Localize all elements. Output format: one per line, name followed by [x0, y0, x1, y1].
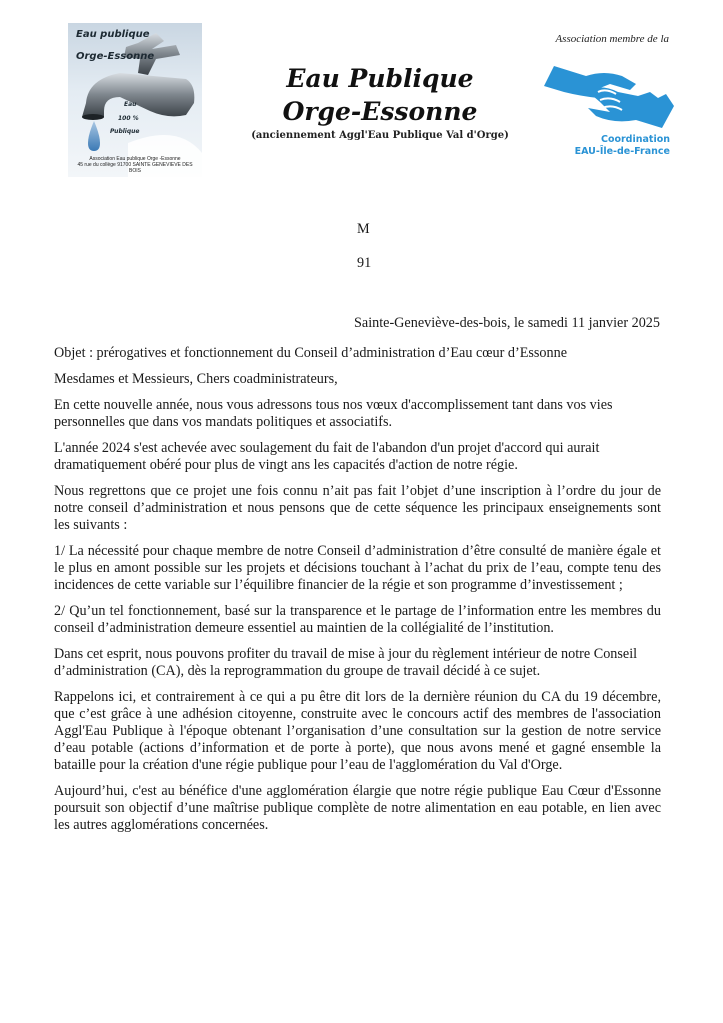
paragraph: 2/ Qu’un tel fonctionnement, basé sur la transparence et le partage de l’information entre les membres du conseil d’administration demeure essentiel au maintien de la collégialité de l’institution.	[54, 603, 661, 636]
recipient-name: M	[357, 221, 370, 237]
member-note: Association membre de la	[555, 33, 669, 45]
salutation: Mesdames et Messieurs, Chers coadministrateurs,	[54, 371, 338, 387]
paragraph: L'année 2024 s'est achevée avec soulagement du fait de l'abandon d'un projet d'accord qui aurait dramatiquement obéré pour plus de vingt ans les capacités d'action de notre régie.	[54, 440, 600, 473]
title-line-2: Orge-Essonne	[282, 97, 478, 126]
title-line-1: Eau Publique	[286, 64, 474, 93]
logo-tap-text-2: 100 %	[118, 115, 139, 122]
association-logo	[68, 23, 202, 177]
letter-body	[54, 345, 661, 843]
coordination-line-1: Coordination	[600, 134, 670, 145]
paragraph: Nous regrettons que ce projet une fois connu n’ait pas fait l’objet d’une inscription à l’ordre du jour de notre conseil d’administration et nous pensons que de cette séquence les principaux enseignements sont les suivants :	[54, 483, 661, 533]
date-line: Sainte-Geneviève-des-bois, le samedi 11 janvier 2025	[354, 315, 660, 331]
coordination-line-2: EAU-Île-de-France	[574, 146, 670, 157]
logo-association-line: Association Eau publique Orge -Essonne	[89, 156, 181, 162]
letterhead-title	[250, 62, 510, 141]
title-subtitle: (anciennement Aggl'Eau Publique Val d'Orge)	[251, 130, 509, 141]
paragraph: En cette nouvelle année, nous vous adressons tous nos vœux d'accomplissement tant dans vos vies personnelles que dans vos mandats politiques et associatifs.	[54, 397, 613, 430]
logo-line-2: Orge-Essonne	[76, 51, 155, 62]
handshake-hands-icon	[540, 62, 680, 134]
recipient-postcode: 91	[357, 255, 372, 271]
subject-line: Objet : prérogatives et fonctionnement du Conseil d’administration d’Eau cœur d’Essonne	[54, 345, 567, 361]
paragraph: Rappelons ici, et contrairement à ce qui a pu être dit lors de la dernière réunion du CA du 19 décembre, que c’est grâce à une adhésion citoyenne, construite avec le concours actif des membres de l'association Aggl'Eau Publique à l'époque obtenant l’organisation d’une consultation sur la gestion de notre service d’eau potable (actions d’information et de porte à porte), que nous avons mené et gagné ensemble la bataille pour la création d'une régie publique pour l’eau de l'agglomération du Val d'Orge.	[54, 689, 661, 773]
water-tap-icon	[68, 23, 202, 177]
paragraph: Aujourd’hui, c'est au bénéfice d'une agglomération élargie que notre régie publique Eau Cœur d'Essonne poursuit son objectif d’une maîtrise publique complète de notre alimentation en eau potable, en lien avec les autres agglomérations concernées.	[54, 783, 661, 833]
paragraph: 1/ La nécessité pour chaque membre de notre Conseil d’administration d’être consulté de manière égale et le plus en amont possible sur les projets et décisions touchant à l’achat du prix de l’eau, compte tenu des incidences de cette variable sur l’équilibre financier de la régie et son programme d’investissement ;	[54, 543, 661, 593]
logo-tap-text-1: Eau	[124, 101, 137, 108]
coordination-logo	[540, 62, 680, 162]
paragraph: Dans cet esprit, nous pouvons profiter du travail de mise à jour du règlement intérieur de notre Conseil d’administration (CA), dès la reprogrammation du groupe de travail décidé à ce sujet.	[54, 646, 638, 679]
logo-tap-text-3: Publique	[110, 128, 140, 135]
logo-caption	[72, 156, 198, 174]
logo-line-1: Eau publique	[76, 29, 150, 40]
logo-address-line: 45 rue du collège 91700 SAINTE GENEVIEVE DES BOIS	[77, 162, 193, 174]
